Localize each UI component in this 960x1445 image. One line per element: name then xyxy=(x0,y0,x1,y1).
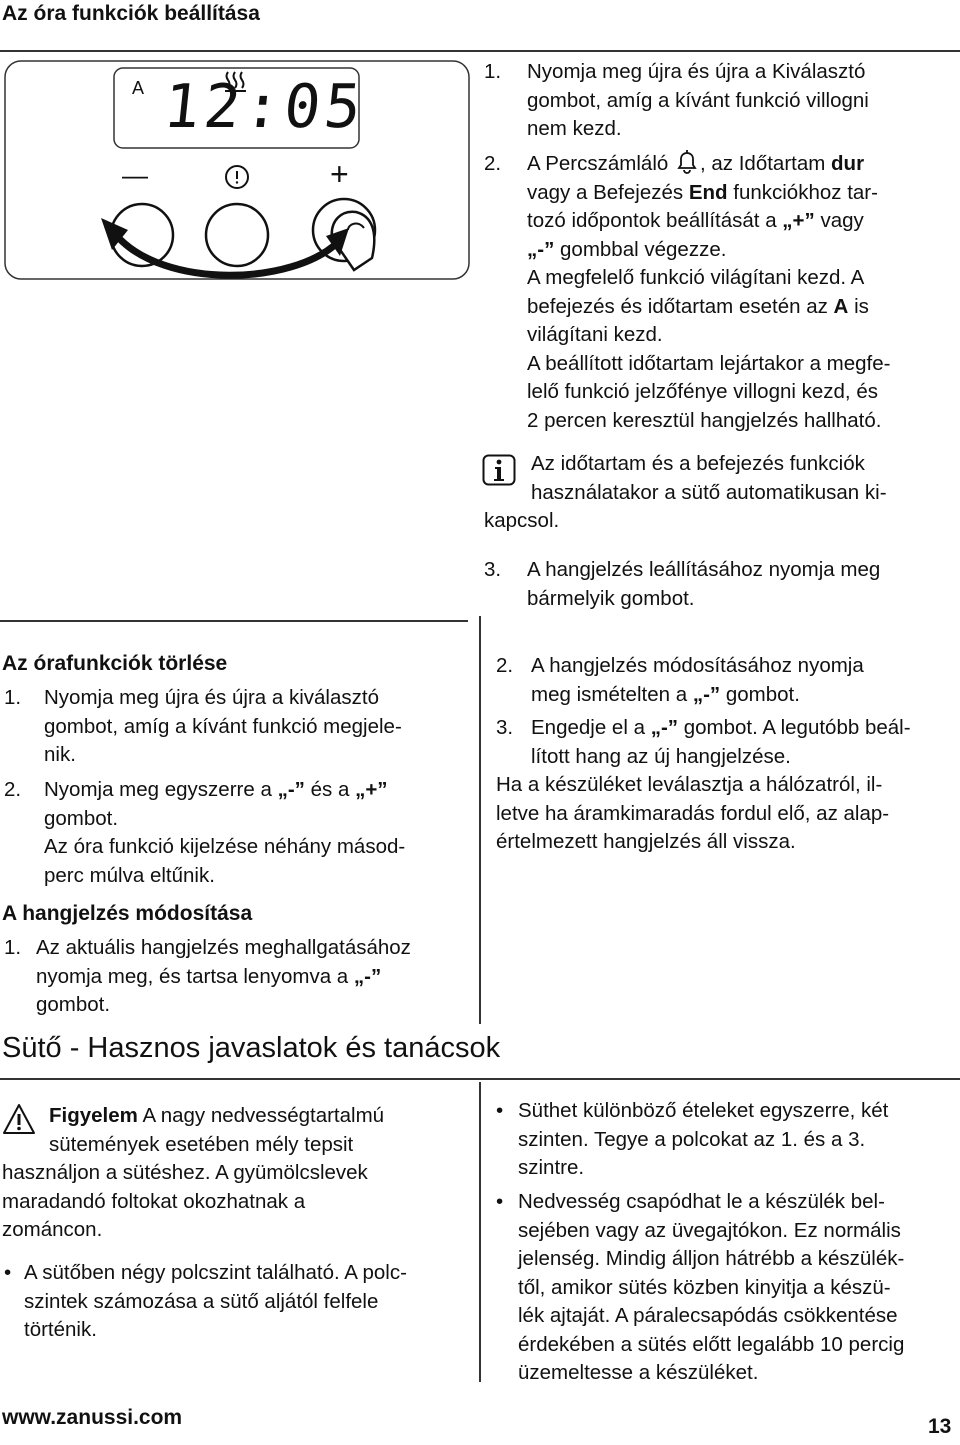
text-fragment: End xyxy=(688,180,728,204)
text-line: maradandó foltokat okozhatnak a xyxy=(2,1189,306,1213)
page-number: 13 xyxy=(928,1415,952,1438)
text-line: Ha a készüléket leválasztja a hálózatról, il- xyxy=(496,773,883,796)
text-line: A sütőben négy polcszint található. A polc- xyxy=(24,1261,407,1284)
text-fragment: vagy a Befejezés xyxy=(527,180,684,204)
step-number: 1. xyxy=(484,60,502,83)
step-number: 1. xyxy=(4,936,22,959)
text-fragment: vagy xyxy=(820,209,864,232)
text-line: 2 percen keresztül hangjelzés hallható. xyxy=(527,408,882,432)
control-panel-illustration xyxy=(4,60,470,280)
column-divider-top xyxy=(479,616,481,1024)
text-fragment: befejezés és időtartam esetén az xyxy=(527,294,828,318)
text-fragment: Engedje el a xyxy=(531,716,645,739)
text-line: Az időtartam és a befejezés funkciók xyxy=(531,452,865,475)
clock-icon xyxy=(226,166,248,188)
sound-step-2 xyxy=(496,652,956,709)
page-title: Az óra funkciók beállítása xyxy=(2,2,260,25)
section-rule-left xyxy=(0,620,468,622)
text-fragment: is xyxy=(854,294,869,318)
text-line: sütemények esetében mély tepsit xyxy=(49,1132,354,1156)
step-number: 2. xyxy=(4,778,22,801)
text-fragment: „+” xyxy=(355,778,388,801)
text-fragment: A nagy nedvességtartalmú xyxy=(142,1104,385,1127)
text-line: zománcon. xyxy=(2,1218,103,1241)
bullet-dot: • xyxy=(496,1190,504,1213)
text-line: gombot. xyxy=(36,993,111,1016)
text-line: Nedvesség csapódhat le a készülék bel- xyxy=(518,1190,885,1213)
text-fragment: meg ismételten a xyxy=(531,682,688,706)
clear-step-1 xyxy=(4,684,469,770)
text-line: nem kezd. xyxy=(527,117,622,140)
text-line: világítani kezd. xyxy=(527,323,663,346)
warning-note xyxy=(2,1102,472,1245)
text-fragment: gombbal végezze. xyxy=(560,237,727,261)
text-line: bármelyik gombot. xyxy=(527,586,695,610)
text-fragment: Nyomja meg egyszerre a xyxy=(44,778,272,801)
text-fragment: , az Időtartam xyxy=(699,152,826,175)
text-fragment: „-” xyxy=(527,237,555,261)
text-fragment: „-” xyxy=(277,778,305,801)
step-number: 1. xyxy=(4,686,22,709)
display-time: 12:05 xyxy=(160,72,369,142)
text-line: üzemeltesse a készüléket. xyxy=(518,1361,759,1384)
section-title-rule xyxy=(0,1078,960,1080)
plus-label: + xyxy=(330,156,349,192)
text-line: történik. xyxy=(24,1318,97,1341)
text-line: Nyomja meg újra és újra a kiválasztó xyxy=(44,686,379,709)
text-line: Az aktuális hangjelzés meghallgatásához xyxy=(36,936,411,959)
step-number: 2. xyxy=(484,152,502,175)
text-line: Az óra funkció kijelzése néhány másod- xyxy=(44,835,406,858)
text-fragment: „-” xyxy=(650,716,679,739)
text-line: Nyomja meg újra és újra a Kiválasztó xyxy=(527,60,866,83)
text-line: A megfelelő funkció világítani kezd. A xyxy=(527,266,865,289)
text-fragment: tozó időpontok beállítását a xyxy=(527,209,777,232)
text-fragment: dur xyxy=(831,152,865,175)
text-line: perc múlva eltűnik. xyxy=(44,863,215,887)
sound-step-3 xyxy=(496,714,956,771)
text-line: kapcsol. xyxy=(484,509,560,532)
text-line: használatakor a sütő automatikusan ki- xyxy=(531,480,887,504)
text-line: szintek számozása a sütő aljától felfele xyxy=(24,1289,379,1313)
text-line: értelmezett hangjelzés áll vissza. xyxy=(496,830,796,853)
sound-title: A hangjelzés módosítása xyxy=(2,902,253,925)
minus-label: — xyxy=(122,160,148,190)
text-line: gombot, amíg a kívánt funkció villogni xyxy=(527,88,869,112)
reset-paragraph xyxy=(496,771,956,857)
text-fragment: nyomja meg, és tartsa lenyomva a xyxy=(36,964,349,988)
text-line: szintre. xyxy=(518,1156,585,1179)
text-line: től, amikor sütés közben kinyitja a készü- xyxy=(518,1275,891,1299)
text-line: sejében vagy az üvegajtókon. Ez normális xyxy=(518,1218,901,1242)
text-fragment: A xyxy=(833,294,849,318)
text-fragment: gombot. A legutóbb beál- xyxy=(683,716,911,739)
warning-label: Figyelem xyxy=(49,1104,138,1127)
text-line: A beállított időtartam lejártakor a megfe- xyxy=(527,351,891,375)
text-line: A hangjelzés leállításához nyomja meg xyxy=(527,558,881,581)
bullet-dot: • xyxy=(496,1099,504,1122)
text-fragment: A Percszámláló xyxy=(527,152,669,175)
step-number: 2. xyxy=(496,654,514,677)
set-step-1 xyxy=(484,58,954,144)
text-line: lelő funkció jelzőfénye villogni kezd, és xyxy=(527,380,878,403)
bell-icon xyxy=(674,150,700,174)
text-line: érdekében a sütés előtt legalább 10 percig xyxy=(518,1332,905,1356)
indicator-a: A xyxy=(132,78,145,98)
section-title: Sütő - Hasznos javaslatok és tanácsok xyxy=(2,1032,501,1064)
text-line: lék ajtaját. A páralecsapódás csökkentése xyxy=(518,1304,898,1327)
text-line: lított hang az új hangjelzése. xyxy=(531,744,791,768)
text-line: nik. xyxy=(44,743,76,766)
header-rule xyxy=(0,50,960,52)
text-line: gombot, amíg a kívánt funkció megjele- xyxy=(44,714,402,738)
sound-step-1 xyxy=(4,934,469,1020)
text-fragment: funkciókhoz tar- xyxy=(733,180,878,204)
text-line: letve ha áramkimaradás fordul elő, az alap- xyxy=(496,801,890,825)
text-fragment: gombot. xyxy=(725,682,800,706)
text-line: jelenség. Mindig álljon hátrébb a készülék- xyxy=(518,1247,905,1270)
step-number: 3. xyxy=(484,558,502,581)
set-step-3 xyxy=(484,556,954,613)
text-fragment: „+” xyxy=(782,209,815,232)
bullet-item xyxy=(496,1097,956,1183)
text-fragment: és a xyxy=(310,778,350,801)
clear-step-2 xyxy=(4,776,469,890)
step-number: 3. xyxy=(496,716,514,739)
text-fragment: „-” xyxy=(353,964,382,988)
bullet-item xyxy=(4,1259,472,1345)
text-line: Süthet különböző ételeket egyszerre, két xyxy=(518,1099,889,1122)
text-line: szinten. Tegye a polcokat az 1. és a 3. xyxy=(518,1127,866,1151)
footer-url-link[interactable]: www.zanussi.com xyxy=(2,1406,183,1429)
text-line: használjon a sütéshez. A gyümölcslevek xyxy=(2,1161,368,1184)
text-fragment: „-” xyxy=(692,682,721,706)
info-note xyxy=(484,450,954,536)
text-line: gombot. xyxy=(44,806,119,830)
bullet-item xyxy=(496,1188,956,1388)
bullet-dot: • xyxy=(4,1261,12,1284)
column-divider-bottom xyxy=(479,1082,481,1382)
text-line: A hangjelzés módosításához nyomja xyxy=(531,654,864,677)
set-step-2 xyxy=(484,150,954,435)
clear-title: Az órafunkciók törlése xyxy=(2,652,228,675)
